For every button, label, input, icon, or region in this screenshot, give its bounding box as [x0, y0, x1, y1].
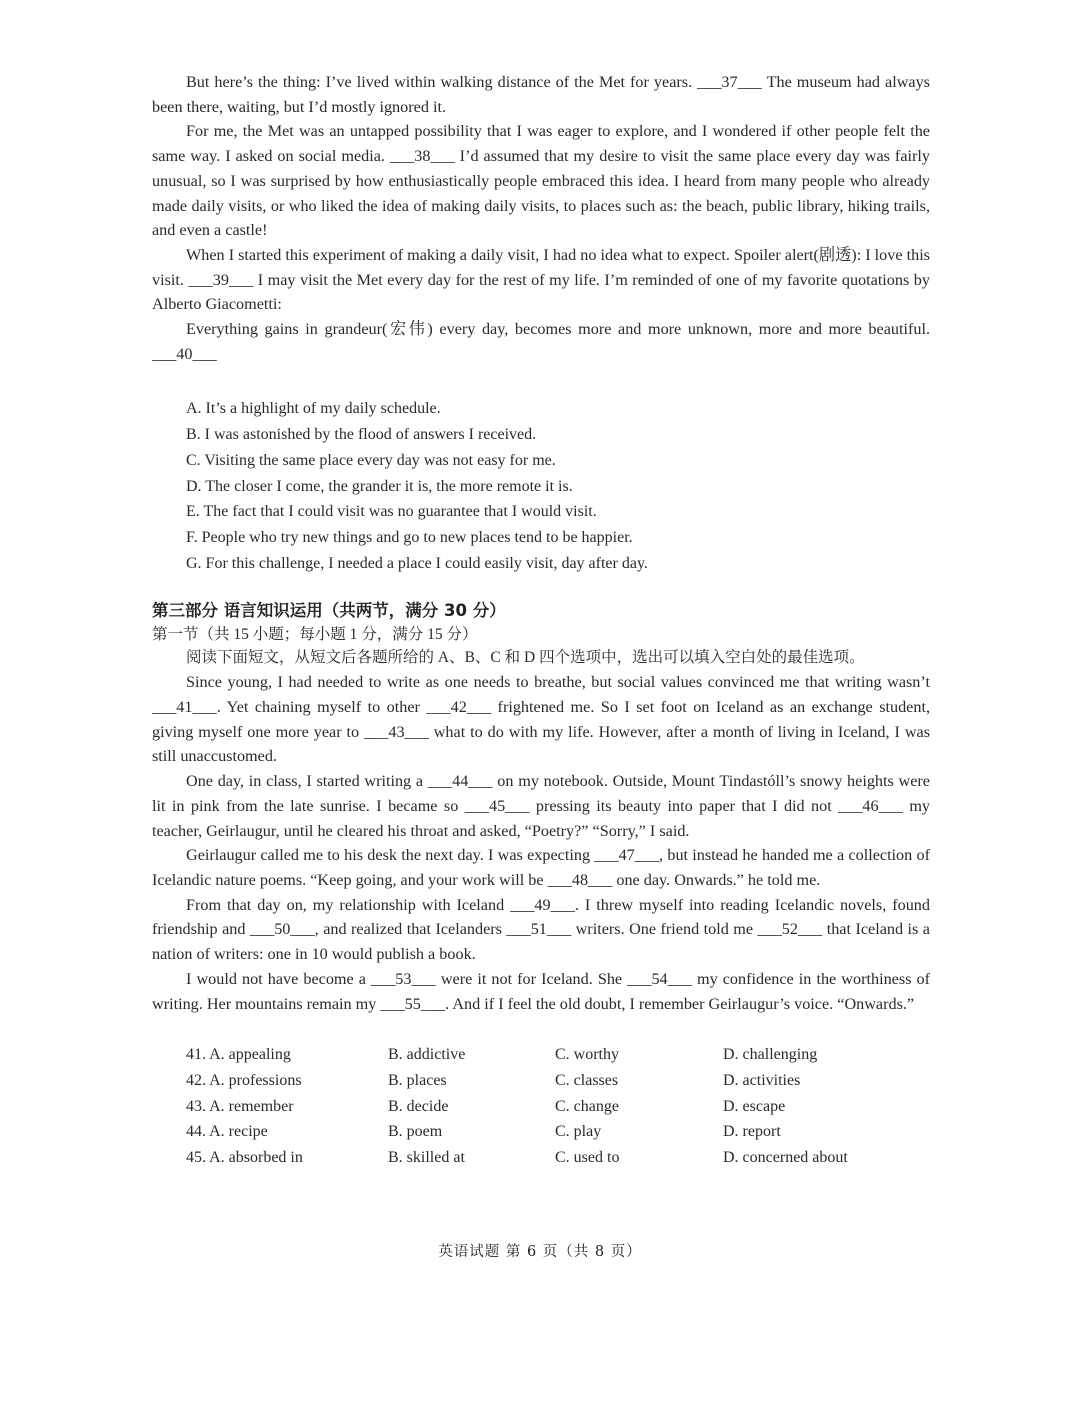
cloze-passage [152, 670, 930, 1016]
choice-row [186, 1068, 848, 1094]
cloze-paragraph: Geirlaugur called me to his desk the next day. I was expecting ___47___, but instead he handed me a collection of Icelandic nature poems. “Keep going, and your work will be ___48___ one day. Onwards.” he told me. [152, 846, 930, 889]
reading-passage [152, 70, 930, 366]
cloze-paragraph: One day, in class, I started writing a ___44___ on my notebook. Outside, Mount Tindastóll’s snowy heights were lit in pink from the late sunrise. I became so ___45___ pressing its beauty into paper that I did not ___46___ my teacher, Geirlaugur, until he cleared his throat and asked, “Poetry?” “Sorry,” I said. [152, 772, 930, 840]
choice-row [186, 1119, 848, 1145]
choice-c: C. play [555, 1123, 602, 1141]
page-footer: 英语试题 第 6 页（共 8 页） [438, 1244, 642, 1260]
choice-c: C. used to [555, 1149, 620, 1167]
passage-paragraph: But here’s the thing: I’ve lived within walking distance of the Met for years. ___37___ The museum had always been there, waiting, but I’d mostly ignored it. [152, 73, 930, 116]
option-item: F. People who try new things and go to new places tend to be happier. [186, 528, 633, 546]
option-item: C. Visiting the same place every day was not easy for me. [186, 451, 556, 469]
option-item: A. It’s a highlight of my daily schedule. [186, 400, 441, 418]
choice-b: B. places [388, 1071, 447, 1089]
section1-heading: 第一节（共 15 小题；每小题 1 分，满分 15 分） [152, 626, 478, 644]
option-item: E. The fact that I could visit was no guarantee that I would visit. [186, 503, 597, 521]
passage-paragraph: For me, the Met was an untapped possibility that I was eager to explore, and I wondered if other people felt the same way. I asked on social media. ___38___ I’d assumed that my desire to visit the same place every day was fairly unusual, so I was surprised by how enthusiastically people embraced this idea. I heard from many people who already made daily visits, or who liked the idea of making daily visits, to places such as: the beach, public library, hiking trails, and even a castle! [152, 122, 930, 240]
option-item: D. The closer I come, the grander it is, the more remote it is. [186, 477, 573, 495]
choice-d: D. report [723, 1123, 781, 1141]
choice-a: 45. A. absorbed in [186, 1149, 303, 1167]
option-item: G. For this challenge, I needed a place I could easily visit, day after day. [186, 554, 648, 572]
part3-title: 第三部分 语言知识运用（共两节，满分 30 分） [152, 601, 506, 621]
option-item: B. I was astonished by the flood of answers I received. [186, 426, 537, 444]
choice-a: 42. A. professions [186, 1071, 302, 1089]
exam-page [152, 70, 930, 1171]
cloze-paragraph: From that day on, my relationship with Iceland ___49___. I threw myself into reading Icelandic novels, found friendship and ___50___, and realized that Icelanders ___51___ writers. One friend told me ___52___ that Iceland is a nation of writers: one in 10 would publish a book. [152, 895, 930, 964]
cloze-choices-table [186, 1042, 848, 1171]
section-instruction: 阅读下面短文，从短文后各题所给的 A、B、C 和 D 四个选项中，选出可以填入空白处的最佳选项。 [186, 649, 865, 667]
choice-d: D. escape [723, 1097, 786, 1115]
choice-b: B. poem [388, 1123, 443, 1141]
choice-b: B. addictive [388, 1046, 466, 1064]
cloze-paragraph: Since young, I had needed to write as one needs to breathe, but social values convinced me that writing wasn’t ___41___. Yet chaining myself to other ___42___ frightened me. So I set foot on Iceland as an exchange student, giving myself one more year to ___43___ what to do with my life. However, after a month of living in Iceland, I was still unaccustomed. [152, 673, 930, 766]
choice-row [186, 1042, 848, 1068]
choice-a: 41. A. appealing [186, 1046, 291, 1064]
choice-a: 43. A. remember [186, 1097, 294, 1115]
choice-c: C. worthy [555, 1046, 619, 1064]
seven-options-list [152, 396, 930, 576]
choice-d: D. challenging [723, 1046, 818, 1064]
choice-b: B. decide [388, 1097, 449, 1115]
passage-paragraph: When I started this experiment of making a daily visit, I had no idea what to expect. Spoiler alert(剧透): I love this visit. ___39___ I may visit the Met every day for the rest of my life. I’m reminded of one of my favorite quotations by Alberto Giacometti: [152, 245, 930, 314]
choice-b: B. skilled at [388, 1149, 465, 1167]
choice-d: D. concerned about [723, 1149, 848, 1167]
passage-paragraph: Everything gains in grandeur(宏伟) every day, becomes more and more unknown, more and more beautiful. ___40___ [152, 320, 930, 363]
choice-row [186, 1094, 848, 1120]
choice-c: C. change [555, 1097, 619, 1115]
choice-c: C. classes [555, 1071, 619, 1089]
cloze-paragraph: I would not have become a ___53___ were it not for Iceland. She ___54___ my confidence in the worthiness of writing. Her mountains remain my ___55___. And if I feel the old doubt, I remember Geirlaugur’s voice. “Onwards.” [152, 969, 930, 1013]
choice-a: 44. A. recipe [186, 1123, 268, 1141]
choice-d: D. activities [723, 1071, 801, 1089]
choice-row [186, 1145, 848, 1171]
